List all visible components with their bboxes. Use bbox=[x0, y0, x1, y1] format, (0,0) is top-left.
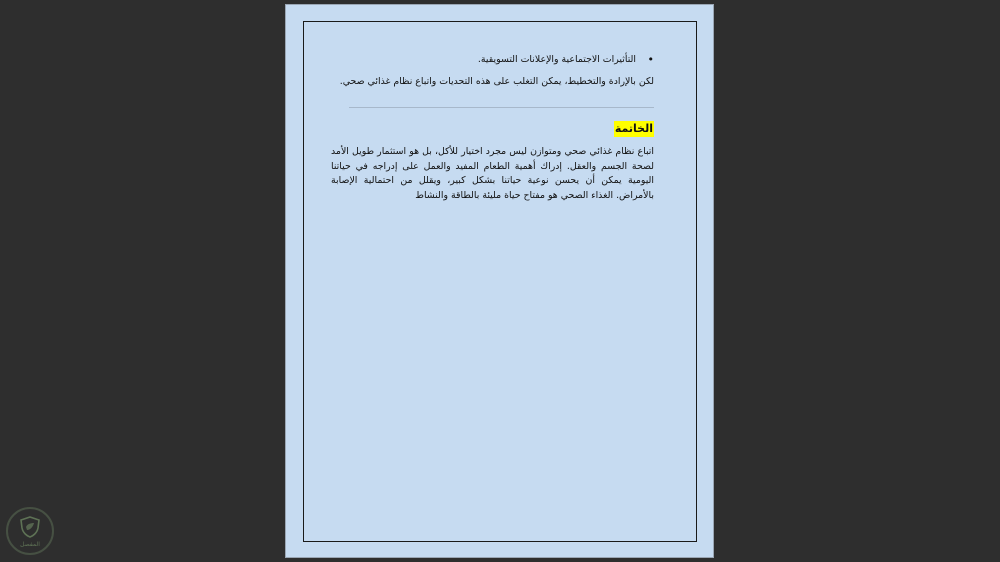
bullet-list bbox=[331, 53, 654, 68]
page-content bbox=[331, 53, 654, 204]
conclusion-heading bbox=[331, 121, 654, 139]
bullet-text: التأثيرات الاجتماعية والإعلانات التسويقية. bbox=[477, 54, 636, 65]
intro-paragraph: لكن بالإرادة والتخطيط، يمكن التغلب على هذه التحديات واتباع نظام غذائي صحي. bbox=[339, 75, 654, 87]
conclusion-heading-text: الخاتمة bbox=[614, 122, 653, 136]
watermark-text: المفصل bbox=[20, 541, 40, 548]
section-divider bbox=[349, 107, 654, 108]
shield-leaf-icon bbox=[18, 515, 42, 539]
list-item bbox=[331, 53, 654, 68]
conclusion-paragraph: اتباع نظام غذائي صحي ومتوازن ليس مجرد اختيار للأكل، بل هو استثمار طويل الأمد لصحة الجسم والعقل. إدراك أهمية الطعام المفيد والعمل على إدراجه في حياتنا اليومية يمكن أن يحسن نوعية حياتنا بشكل كبير، ويقلل من احتمالية الإصابة بالأمراض. الغذاء الصحي هو مفتاح حياة مليئة بالطاقة والنشاط bbox=[331, 146, 654, 201]
bullet-icon: • bbox=[647, 53, 654, 66]
watermark-logo bbox=[6, 507, 54, 555]
document-page bbox=[285, 4, 714, 558]
